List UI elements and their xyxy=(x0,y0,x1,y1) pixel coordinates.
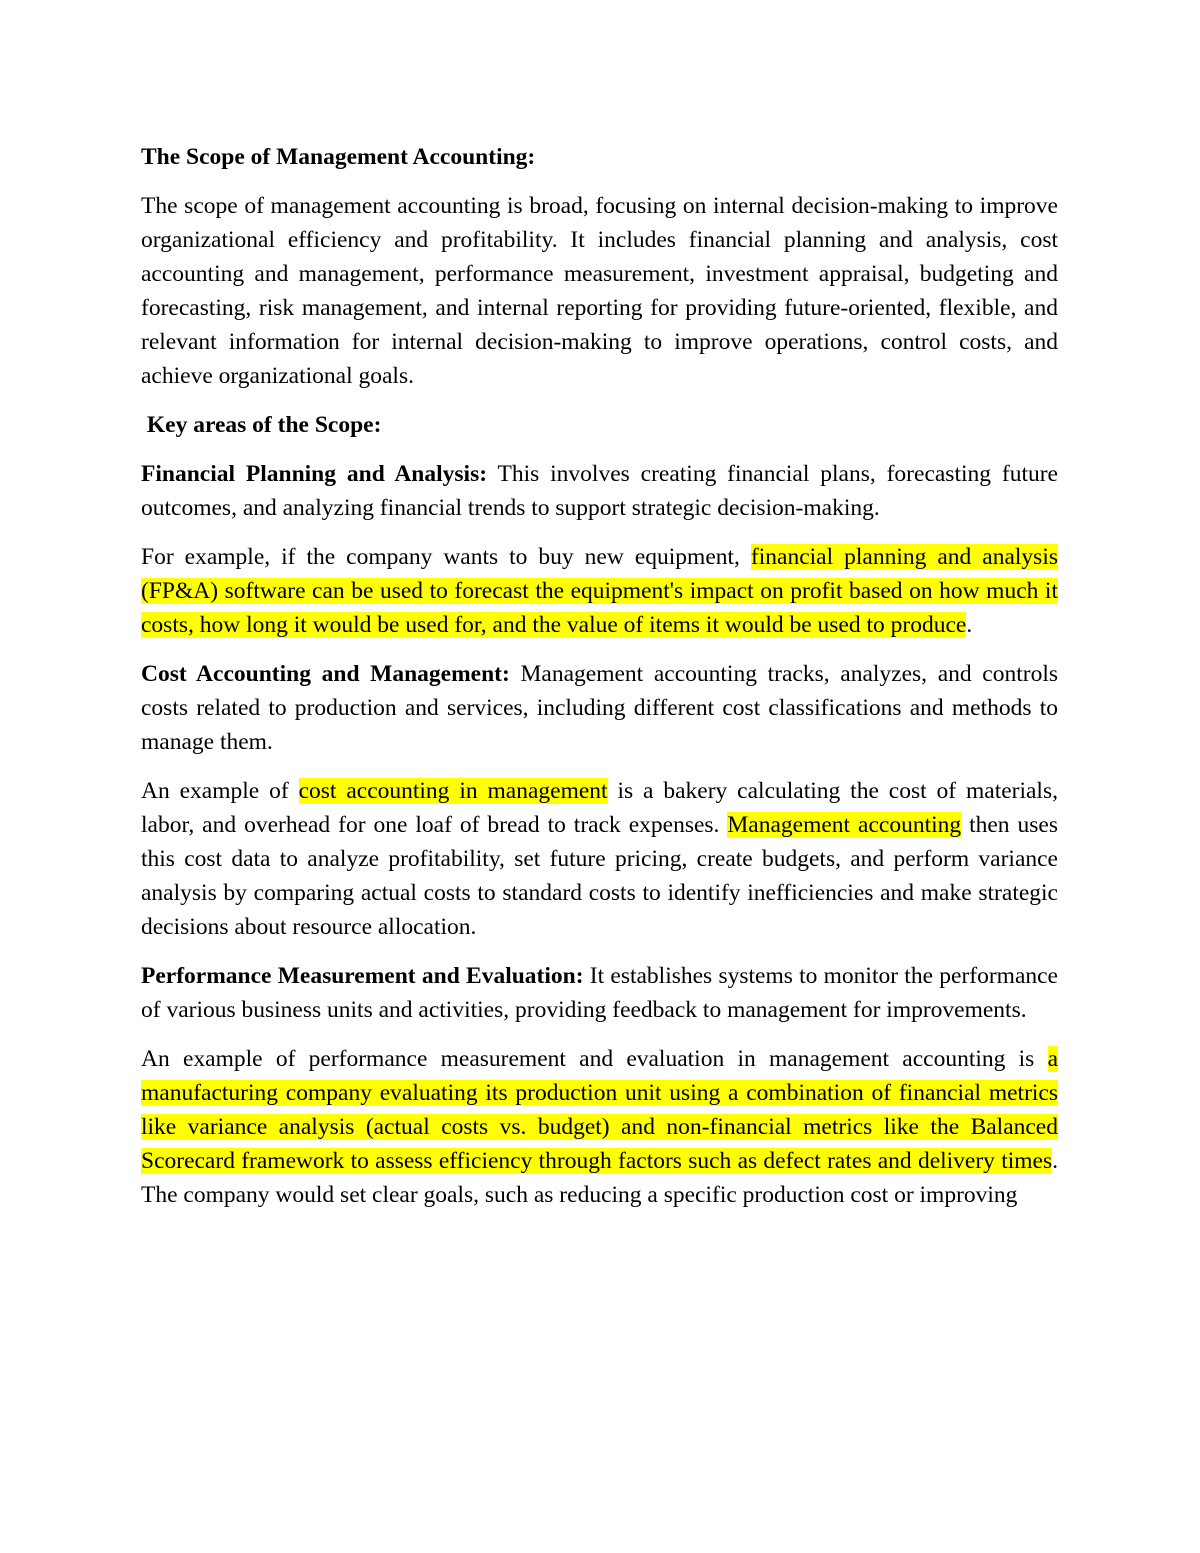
cost-text: Management accounting tracks, analyzes, and controls costs related to production and services, including different cost classifications and methods to manage them. xyxy=(141,661,1059,755)
performance-label: Performance Measurement and Evaluation: xyxy=(141,963,584,989)
cost-example-post: then uses this cost data to analyze profitability, set future pricing, create budgets, and perform variance analysis by comparing actual costs to standard costs to identify inefficiencies and make strategic decisions about resource allocation. xyxy=(141,812,1058,940)
cost-example-paragraph xyxy=(141,774,1058,944)
fpa-text: This involves creating financial plans, forecasting future outcomes, and analyzing financial trends to support strategic decision-making. xyxy=(141,461,1058,521)
cost-example-highlight-2: Management accounting xyxy=(727,812,962,838)
cost-example-mid: is a bakery calculating the cost of materials, labor, and overhead for one loaf of bread to track expenses. xyxy=(141,778,1058,838)
fpa-paragraph xyxy=(141,457,1058,525)
document-page xyxy=(141,140,1058,1227)
fpa-label: Financial Planning and Analysis: xyxy=(141,461,488,487)
performance-example-pre: An example of performance measurement and evaluation in management accounting is xyxy=(141,1046,1048,1072)
cost-label: Cost Accounting and Management: xyxy=(141,661,510,687)
cost-example-pre: An example of xyxy=(141,778,299,804)
performance-example-post: . The company would set clear goals, such as reducing a specific production cost or improving xyxy=(141,1148,1058,1208)
fpa-example-post: . xyxy=(966,612,973,638)
cost-example-highlight-1: cost accounting in management xyxy=(298,778,608,804)
fpa-example-pre: For example, if the company wants to buy new equipment, xyxy=(141,544,751,570)
fpa-example-highlight: financial planning and analysis (FP&A) software can be used to forecast the equipment's impact on profit based on how much it costs, how long it would be used for, and the value of items it would be used to produce xyxy=(141,544,1058,638)
performance-paragraph xyxy=(141,959,1058,1027)
key-areas-heading xyxy=(141,408,1058,442)
performance-example-highlight: a manufacturing company evaluating its production unit using a combination of financial metrics like variance analysis (actual costs vs. budget) and non-financial metrics like the Balanced Scorecard framework to assess efficiency through factors such as defect rates and delivery times xyxy=(141,1046,1058,1174)
intro-paragraph: The scope of management accounting is broad, focusing on internal decision-making to improve organizational efficiency and profitability. It includes financial planning and analysis, cost accounting and management, performance measurement, investment appraisal, budgeting and forecasting, risk management, and internal reporting for providing future-oriented, flexible, and relevant information for internal decision-making to improve operations, control costs, and achieve organizational goals. xyxy=(141,193,1058,389)
cost-paragraph xyxy=(141,657,1058,759)
fpa-example-paragraph xyxy=(141,540,1058,642)
key-areas-heading-text: Key areas of the Scope: xyxy=(146,412,382,438)
document-title: The Scope of Management Accounting: xyxy=(141,144,536,170)
performance-text: It establishes systems to monitor the performance of various business units and activities, providing feedback to management for improvements. xyxy=(141,963,1058,1023)
performance-example-paragraph xyxy=(141,1042,1058,1212)
